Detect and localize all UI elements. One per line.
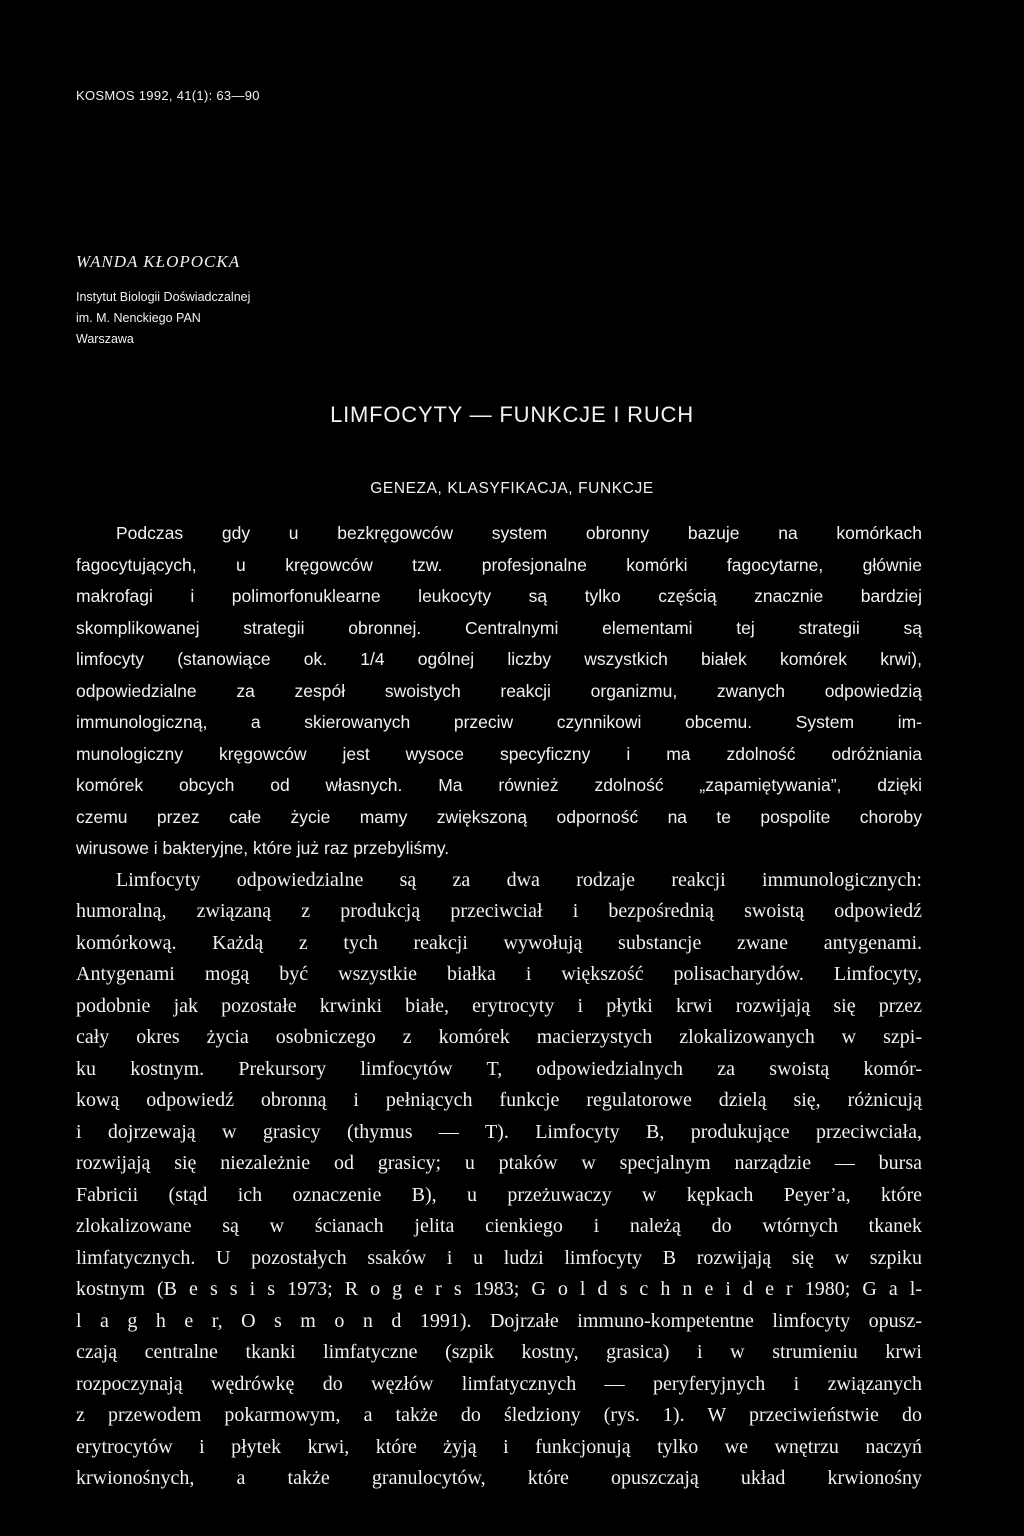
body-line: rozwijają się niezależnie od grasicy; u ptaków w specjalnym narządzie — bursa — [76, 1152, 922, 1174]
affiliation-line: Warszawa — [76, 332, 134, 346]
body-line: ku kostnym. Prekursory limfocytów T, odpowiedzialnych za swoistą komór- — [76, 1057, 922, 1080]
author-name: WANDA KŁOPOCKA — [76, 252, 241, 271]
body-line: limfatycznych. U pozostałych ssaków i u ludzi limfocyty B rozwijają się w szpiku — [76, 1246, 922, 1269]
affiliation-line: Instytut Biologii Doświadczalnej — [76, 290, 251, 304]
article-body — [76, 518, 922, 1495]
body-line: komórek obcych od własnych. Ma również zdolność „zapamiętywania”, dzięki — [76, 775, 922, 795]
body-line: czemu przez całe życie mamy zwiększoną odporność na te pospolite choroby — [76, 806, 922, 827]
author-affiliation — [76, 287, 250, 350]
body-line: Podczas gdy u bezkręgowców system obronny bazuje na komórkach — [116, 523, 922, 543]
body-line: rozpoczynają wędrówkę do węzłów limfatycznych — peryferyjnych i związanych — [76, 1372, 922, 1395]
body-line: Antygenami mogą być wszystkie białka i większość polisacharydów. Limfocyty, — [76, 963, 922, 985]
body-line: l a g h e r, O s m o n d 1991). Dojrzałe immuno-kompetentne limfocyty opusz- — [76, 1309, 922, 1332]
body-line: skomplikowanej strategii obronnej. Centralnymi elementami tej strategii są — [76, 617, 922, 638]
body-line: czają centralne tkanki limfatyczne (szpik kostny, grasica) i w strumieniu krwi — [76, 1341, 922, 1363]
body-line: wirusowe i bakteryjne, które już raz przebyliśmy. — [76, 838, 450, 858]
body-line: krwionośnych, a także granulocytów, które opuszczają układ krwionośny — [76, 1467, 922, 1489]
body-line: fagocytujących, u kręgowców tzw. profesjonalne komórki fagocytarne, głównie — [76, 554, 922, 575]
body-line: kostnym (B e s s i s 1973; R o g e r s 1983; G o l d s c h n e i d e r 1980; G a l- — [76, 1278, 922, 1300]
body-line: komórkową. Każdą z tych reakcji wywołują substancje zwane antygenami. — [76, 931, 922, 954]
body-line: Fabricii (stąd ich oznaczenie B), u przeżuwaczy w kępkach Peyer’a, które — [76, 1183, 922, 1206]
body-line: zlokalizowane są w ścianach jelita cienkiego i należą do wtórnych tkanek — [76, 1215, 922, 1237]
body-line: immunologiczną, a skierowanych przeciw czynnikowi obcemu. System im- — [76, 712, 922, 732]
body-line: cały okres życia osobniczego z komórek macierzystych zlokalizowanych w szpi- — [76, 1026, 922, 1048]
section-heading: GENEZA, KLASYFIKACJA, FUNKCJE — [370, 480, 654, 497]
journal-reference: KOSMOS 1992, 41(1): 63—90 — [76, 88, 260, 103]
body-line: odpowiedzialne za zespół swoistych reakcji organizmu, zwanych odpowiedzią — [76, 680, 922, 701]
body-line: podobnie jak pozostałe krwinki białe, erytrocyty i płytki krwi rozwijają się przez — [76, 994, 922, 1017]
body-line: munologiczny kręgowców jest wysoce specyficzny i ma zdolność odróżniania — [76, 743, 922, 764]
article-title: LIMFOCYTY — FUNKCJE I RUCH — [330, 402, 694, 427]
body-line: z przewodem pokarmowym, a także do śledziony (rys. 1). W przeciwieństwie do — [76, 1404, 922, 1426]
body-line: humoralną, związaną z produkcją przeciwciał i bezpośrednią swoistą odpowiedź — [76, 900, 922, 922]
body-line: kową odpowiedź obronną i pełniących funkcje regulatorowe dzielą się, różnicują — [76, 1089, 922, 1111]
body-line: i dojrzewają w grasicy (thymus — T). Limfocyty B, produkujące przeciwciała, — [76, 1120, 922, 1143]
body-line: limfocyty (stanowiące ok. 1/4 ogólnej liczby wszystkich białek komórek krwi), — [76, 649, 922, 669]
body-line: Limfocyty odpowiedzialne są za dwa rodzaje reakcji immunologicznych: — [116, 868, 922, 891]
affiliation-line: im. M. Nenckiego PAN — [76, 311, 201, 325]
body-line: makrofagi i polimorfonuklearne leukocyty są tylko częścią znacznie bardziej — [76, 586, 922, 606]
body-line: erytrocytów i płytek krwi, które żyją i funkcjonują tylko we wnętrzu naczyń — [76, 1435, 922, 1458]
